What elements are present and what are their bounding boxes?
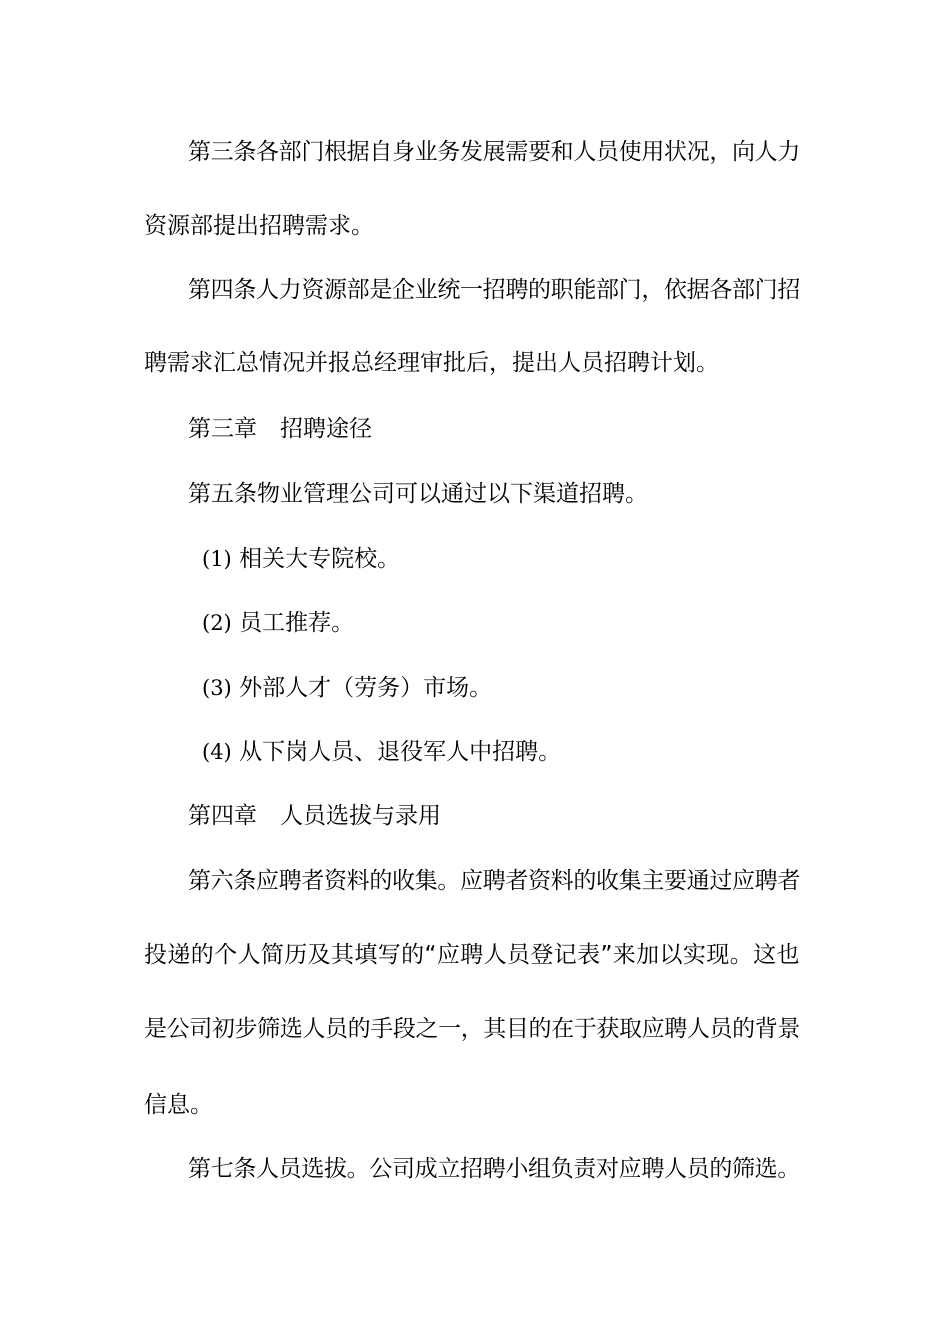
chapter-3-title: 招聘途径 [280,416,372,442]
article-7-text: 第七条人员选拔。公司成立招聘小组负责对应聘人员的筛选。 [188,1156,801,1182]
list-item [202,608,354,638]
article-6-line-2: 投递的个人简历及其填写的“应聘人员登记表”来加以实现。这也 [144,942,800,968]
article-6-line-4: 信息。 [144,1092,213,1118]
chapter-3-heading [188,414,372,444]
article-3-line-2: 资源部提出招聘需求。 [144,213,374,239]
list-item-number: (3) [202,676,232,700]
chapter-4-heading [188,801,441,831]
article-6-line-3: 是公司初步筛选人员的手段之一，其目的在于获取应聘人员的背景 [144,1016,801,1042]
list-item-text: 外部人才（劳务）市场。 [239,675,493,701]
list-item [202,673,492,703]
article-5-text: 第五条物业管理公司可以通过以下渠道招聘。 [188,481,648,507]
list-item-text: 员工推荐。 [239,610,355,636]
chapter-4-number: 第四章 [188,803,257,829]
list-item [202,737,561,767]
list-item [202,544,400,574]
article-3-line-1: 第三条各部门根据自身业务发展需要和人员使用状况，向人力 [188,139,801,165]
chapter-4-title: 人员选拔与录用 [280,803,441,829]
article-4-line-2: 聘需求汇总情况并报总经理审批后，提出人员招聘计划。 [144,350,719,376]
list-item-number: (4) [202,740,232,764]
article-6-line-1: 第六条应聘者资料的收集。应聘者资料的收集主要通过应聘者 [188,868,801,894]
article-4-line-1: 第四条人力资源部是企业统一招聘的职能部门，依据各部门招 [188,277,801,303]
list-item-number: (2) [202,611,232,635]
list-item-text: 相关大专院校。 [239,546,401,572]
list-item-number: (1) [202,547,232,571]
list-item-text: 从下岗人员、退役军人中招聘。 [239,739,562,765]
chapter-3-number: 第三章 [188,416,257,442]
